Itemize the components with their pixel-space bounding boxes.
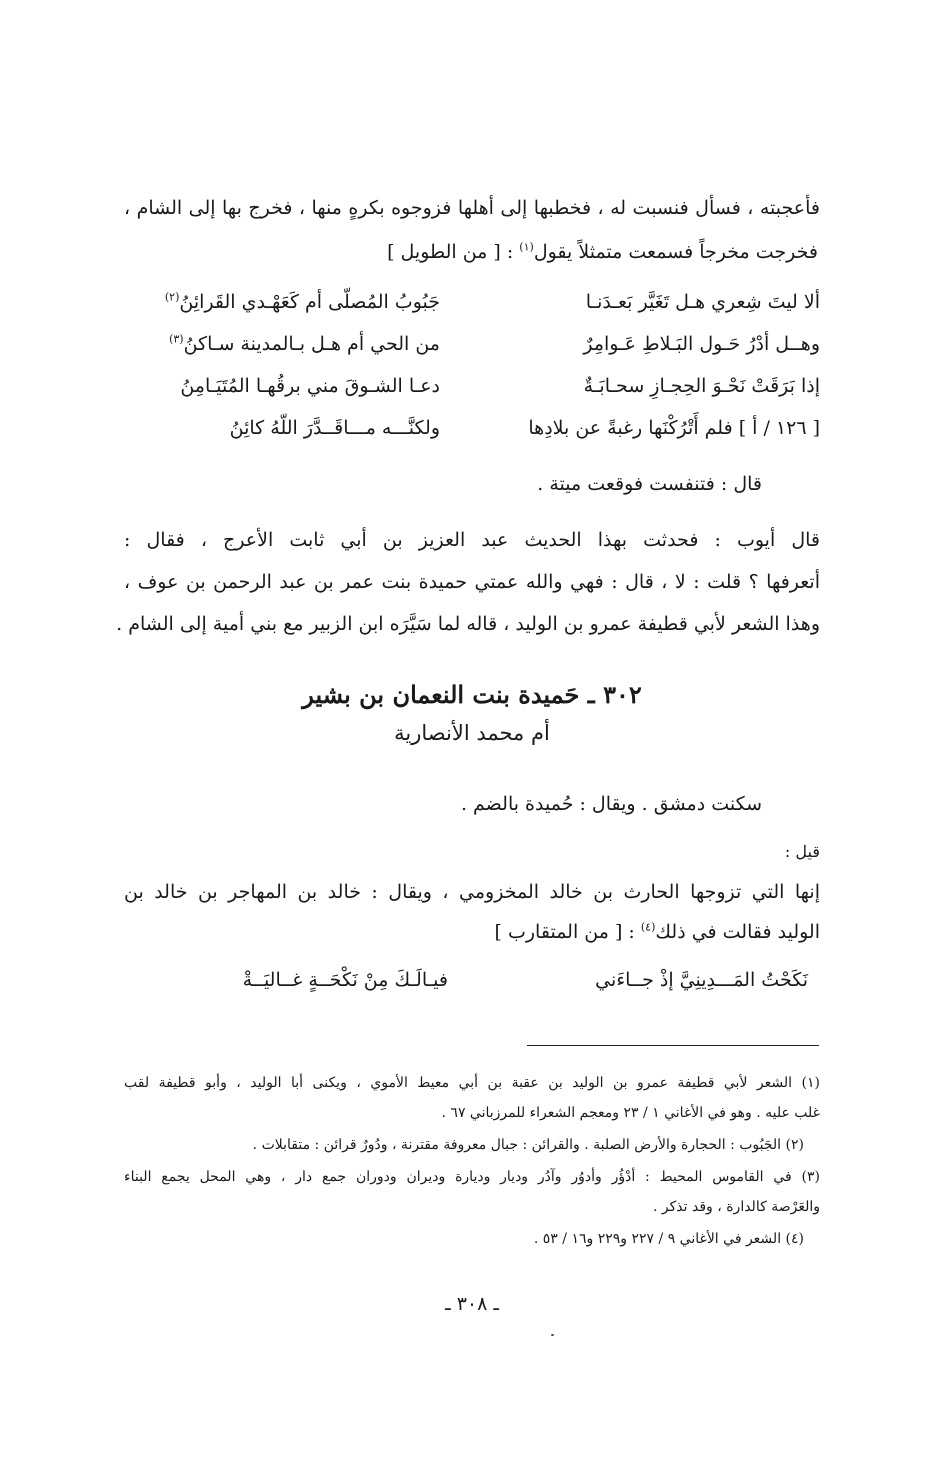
- footnote-ref-1: (١): [519, 240, 534, 254]
- entry-subtitle: أم محمد الأنصارية: [394, 721, 550, 745]
- meter-label-mutaqarib: : [ من المتقارب ]: [494, 921, 641, 943]
- footnote-3-line-1: (٣) في القاموس المحيط : أدْؤُر وأدوُر وآدُر وديار وديارة وديران ودوران جمع دار ، وهي المحل يجمع البناء: [124, 1169, 820, 1185]
- intro-line-2-text: فخرجت مخرجاً فسمعت متمثلاً يقول: [533, 241, 818, 263]
- verse-2-hemistich-2-text: من الحي أم هـل بـالمدينة سـاكنُ: [183, 333, 440, 355]
- footnote-2: (٢) الجَبُوب : الحجارة والأرض الصلبة . والقرائن : جبال معروفة مقترنة ، ودُورٌ قرائن : متقابلات .: [252, 1137, 804, 1153]
- qil-label: قيل :: [784, 842, 820, 861]
- verse-1-hemistich-2-text: جَبُوبُ المُصلّى أم كَعَهْـدي القَرائِنُ: [179, 291, 440, 313]
- meter-label-tawil: : [ من الطويل ]: [387, 241, 520, 263]
- intro-line-2: [387, 238, 818, 266]
- para4-line-1: إنها التي تزوجها الحارث بن خالد المخزومي ، ويقال : خالد بن المهاجر بن خالد بن: [124, 881, 820, 903]
- poem2-hemistich-1: نَكَحْتُ المَـــدِينِيَّ إذْ جــاءَني: [595, 969, 808, 991]
- para2-line-3: وهذا الشعر لأبي قطيفة عمرو بن الوليد ، قاله لما سَيَّرَه ابن الزبير مع بني أمية إلى الشام .: [116, 613, 820, 635]
- para2-line-1: قال أيوب : فحدثت بهذا الحديث عبد العزيز بن أبي ثابت الأعرج ، فقال :: [124, 529, 820, 551]
- para3-line: سكنت دمشق . ويقال : حُميدة بالضم .: [460, 793, 762, 815]
- qal-line: قال : فتنفست فوقعت ميتة .: [537, 473, 762, 495]
- verse-1-hemistich-1: ألا ليتَ شِعري هـل تَغَيَّر بَعـدَنـا: [585, 291, 820, 313]
- footnote-separator: [527, 1045, 819, 1046]
- verse-4-hemistich-1: [ ١٢٦ / أ ] فلم أَتْرُكْنَها رغبةً عن بلادِها: [528, 417, 820, 439]
- scan-speck: [551, 1334, 554, 1336]
- footnote-ref-4: (٤): [640, 920, 656, 934]
- footnote-4: (٤) الشعر في الأغاني ٩ / ٢٢٧ و٢٢٩ و١٦ / ٥٣ .: [533, 1231, 804, 1247]
- page-number: ـ ٣٠٨ ـ: [445, 1293, 499, 1315]
- verse-1-hemistich-2: [165, 288, 440, 316]
- footnote-3-line-2: والعَرْصة كالدارة ، وقد تذكر .: [653, 1199, 820, 1215]
- footnote-1-line-2: غلب عليه . وهو في الأغاني ١ / ٢٣ ومعجم الشعراء للمرزباني ٦٧ .: [441, 1105, 820, 1121]
- poem2-hemistich-2: فيـالَـكَ مِنْ نَكْحَــةٍ غــاليَــةْ: [242, 969, 448, 991]
- para4-line-2-text: الوليد فقالت في ذلك: [655, 921, 820, 943]
- verse-3-hemistich-2: دعـا الشـوقَ مني برقُهـا المُتَيَـامِنُ: [180, 375, 440, 397]
- para4-line-2: [495, 918, 820, 946]
- entry-title: ٣٠٢ ـ حَميدة بنت النعمان بن بشير: [302, 680, 642, 709]
- para2-line-2: أتعرفها ؟ قلت : لا ، قال : فهي والله عمتي حميدة بنت عمر بن عبد الرحمن بن عوف ،: [124, 571, 820, 593]
- verse-2-hemistich-2: [169, 330, 440, 358]
- verse-4-hemistich-2: ولكنَّـــه مـــاقَــدَّرَ اللّهُ كائِنُ: [229, 417, 440, 439]
- verse-2-hemistich-1: وهــل أدْرُ حَـول البَـلاطِ عَـوامِرٌ: [583, 333, 820, 355]
- intro-line-1: فأعجبته ، فسأل فنسبت له ، فخطبها إلى أهلها فزوجوه بكرهٍ منها ، فخرج بها إلى الشام ،: [124, 197, 820, 219]
- footnote-ref-2: (٢): [164, 290, 180, 304]
- footnote-ref-3: (٣): [169, 332, 184, 346]
- footnote-1-line-1: (١) الشعر لأبي قطيفة عمرو بن الوليد بن عقبة بن أبي معيط الأموي ، ويكنى أبا الوليد ، وأبو قطيفة لقب: [124, 1075, 820, 1091]
- verse-3-hemistich-1: إذا بَرَقَتْ نَحْـوَ الحِجـازِ سحـابَـةٌ: [583, 375, 820, 397]
